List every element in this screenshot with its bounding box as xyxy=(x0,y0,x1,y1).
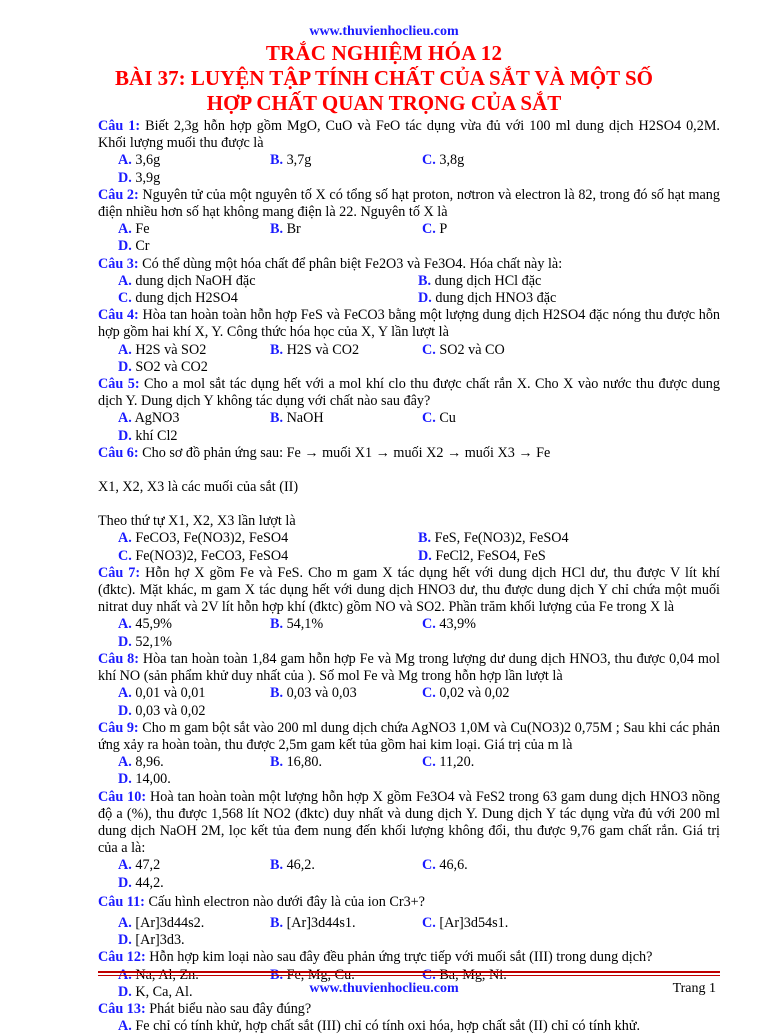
option-b: B. 46,2. xyxy=(270,857,315,874)
question-6-note: X1, X2, X3 là các muối của sắt (II) xyxy=(98,479,299,496)
option-a: A. [Ar]3d44s2. xyxy=(118,914,205,931)
option-c: C. [Ar]3d54s1. xyxy=(422,914,509,931)
options-13 xyxy=(98,1018,720,1035)
option-c: C. 43,9% xyxy=(422,616,476,633)
question-7: Câu 7: Hỗn hợ X gồm Fe và FeS. Cho m gam X tác dụng hết với dung dịch HCl dư, thu được V lít khí (đktc). Mặt khác, m gam X tác dụng hết với dung dịch HNO3 dư, thu được dung dịch Y chỉ chứa một muối nitrat duy nhất và 2V lít hỗn hợp khí (đktc) gồm NO và SO2. Phần trăm khối lượng của Fe trong X là xyxy=(98,564,720,616)
option-d: D. [Ar]3d3. xyxy=(118,932,185,949)
options-10 xyxy=(98,857,720,891)
option-a: A. FeCO3, Fe(NO3)2, FeSO4 xyxy=(118,530,289,547)
option-c: C. dung dịch H2SO4 xyxy=(118,290,238,307)
doc-title: TRẮC NGHIỆM HÓA 12 xyxy=(265,41,503,65)
option-a: A. Fe xyxy=(118,221,150,238)
option-a: A. AgNO3 xyxy=(118,410,180,427)
option-d: D. Cr xyxy=(118,238,150,255)
options-11 xyxy=(98,915,720,949)
lesson-subtitle: HỢP CHẤT QUAN TRỌNG CỦA SẮT xyxy=(206,91,562,115)
question-5: Câu 5: Cho a mol sắt tác dụng hết với a mol khí clo thu được chất rắn X. Cho X vào nước thu được dung dịch Y. Dung dịch Y không tác dụng với chất nào sau đây? xyxy=(98,376,720,410)
option-c: C. 0,02 và 0,02 xyxy=(422,685,510,702)
options-9 xyxy=(98,754,720,788)
option-c: C. P xyxy=(422,221,448,238)
page-number: Trang 1 xyxy=(672,981,716,996)
question-4: Câu 4: Hòa tan hoàn toàn hỗn hợp FeS và FeCO3 bằng một lượng dung dịch H2SO4 đặc nóng thu được hỗn hợp gồm hai khí X, Y. Công thức hóa học của X, Y lần lượt là xyxy=(98,307,721,341)
option-b: B. Fe, Mg, Cu. xyxy=(270,966,355,983)
option-b: B. 16,80. xyxy=(270,754,323,771)
option-b: B. [Ar]3d44s1. xyxy=(270,914,356,931)
options-5 xyxy=(98,410,720,444)
option-c: C. 3,8g xyxy=(422,152,465,169)
option-c: C. Ba, Mg, Ni. xyxy=(422,966,507,983)
option-d: D. 52,1% xyxy=(118,633,172,650)
option-a: A. dung dịch NaOH đặc xyxy=(118,272,256,289)
option-a: A. 47,2 xyxy=(118,857,161,874)
option-d: D. 0,03 và 0,02 xyxy=(118,702,206,719)
option-a: A. 8,96. xyxy=(118,754,164,771)
option-a: A. Fe chỉ có tính khử, hợp chất sắt (III) chỉ có tính oxi hóa, hợp chất sắt (II) chỉ có tính khử. xyxy=(118,1018,641,1035)
option-d: D. khí Cl2 xyxy=(118,427,178,444)
option-d: D. FeCl2, FeSO4, FeS xyxy=(418,547,546,564)
options-1 xyxy=(98,152,720,186)
options-2 xyxy=(98,221,720,255)
option-c: C. 11,20. xyxy=(422,754,475,771)
question-11: Câu 11: Cấu hình electron nào dưới đây là của ion Cr3+? xyxy=(98,893,425,910)
question-10: Câu 10: Hoà tan hoàn toàn một lượng hỗn hợp X gồm Fe3O4 và FeS2 trong 63 gam dung dịch HNO3 nồng độ a (%), thu được 1,568 lít NO2 (đktc) duy nhất và dung dịch Y. Dung dịch Y tác dụng vừa đủ với 200 ml dung dịch NaOH 2M, lọc kết tủa đem nung đến khối lượng không đổi, thu được 9,76 gam chất rắn. Giá trị của a là: xyxy=(98,788,720,857)
option-a: A. 3,6g xyxy=(118,152,161,169)
option-d: D. dung dịch HNO3 đặc xyxy=(418,290,557,307)
header-site-url[interactable]: www.thuvienhoclieu.com xyxy=(309,24,459,39)
question-13: Câu 13: Phát biểu nào sau đây đúng? xyxy=(98,1000,312,1017)
option-a: A. H2S và SO2 xyxy=(118,341,207,358)
question-3: Câu 3: Có thể dùng một hóa chất để phân biệt Fe2O3 và Fe3O4. Hóa chất này là: xyxy=(98,255,563,272)
question-6: Câu 6: Cho sơ đồ phản ứng sau: Fe → muối X1 → muối X2 → muối X3 → Fe xyxy=(98,444,551,461)
question-8: Câu 8: Hòa tan hoàn toàn 1,84 gam hỗn hợp Fe và Mg trong lượng dư dung dịch HNO3, thu được 0,04 mol khí NO (sản phẩm khử duy nhất của ). Số mol Fe và Mg trong hỗn hợp lần lượt là xyxy=(98,650,720,685)
footer-divider-thin xyxy=(98,975,720,976)
option-d: D. K, Ca, Al. xyxy=(118,983,193,1000)
footer-divider xyxy=(98,971,720,973)
option-b: B. 0,03 và 0,03 xyxy=(270,685,357,702)
option-c: C. SO2 và CO xyxy=(422,341,505,358)
option-d: D. 14,00. xyxy=(118,771,171,788)
option-c: C. Cu xyxy=(422,410,456,427)
options-8 xyxy=(98,685,720,719)
option-b: B. Br xyxy=(270,221,301,238)
question-list xyxy=(98,118,720,1035)
option-a: A. 45,9% xyxy=(118,616,172,633)
options-4 xyxy=(98,342,720,376)
option-b: B. 54,1% xyxy=(270,616,324,633)
option-d: D. 3,9g xyxy=(118,169,161,186)
option-d: D. SO2 và CO2 xyxy=(118,358,208,375)
option-d: D. 44,2. xyxy=(118,874,164,891)
option-b: B. dung dịch HCl đặc xyxy=(418,272,542,289)
option-a: A. Na, Al, Zn. xyxy=(118,966,199,983)
option-b: B. H2S và CO2 xyxy=(270,341,360,358)
option-a: A. 0,01 và 0,01 xyxy=(118,685,206,702)
option-c: C. Fe(NO3)2, FeCO3, FeSO4 xyxy=(118,547,289,564)
question-2: Câu 2: Nguyên tử của một nguyên tố X có tổng số hạt proton, nơtron và electron là 82, trong đó số hạt mang điện nhiều hơn số hạt không mang điện là 22. Nguyên tố X là xyxy=(98,186,720,221)
options-6 xyxy=(98,530,720,564)
question-1: Câu 1: Biết 2,3g hỗn hợp gồm MgO, CuO và FeO tác dụng vừa đủ với 100 ml dung dịch H2SO4 0,2M. Khối lượng muối thu được là xyxy=(98,118,720,152)
question-12: Câu 12: Hỗn hợp kim loại nào sau đây đều phản ứng trực tiếp với muối sắt (III) trong dung dịch? xyxy=(98,949,653,966)
option-c: C. 46,6. xyxy=(422,857,468,874)
option-b: B. NaOH xyxy=(270,410,324,427)
options-7 xyxy=(98,616,720,650)
question-9: Câu 9: Cho m gam bột sắt vào 200 ml dung dịch chứa AgNO3 1,0M và Cu(NO3)2 0,75M ; Sau khi các phản ứng xảy ra hoàn toàn, thu được 2,5m gam kết tủa gồm hai kim loại. Giá trị của m là xyxy=(98,719,720,753)
lesson-title: BÀI 37: LUYỆN TẬP TÍNH CHẤT CỦA SẮT VÀ MỘT SỐ xyxy=(115,66,653,90)
option-b: B. FeS, Fe(NO3)2, FeSO4 xyxy=(418,530,569,547)
options-3 xyxy=(98,273,720,307)
footer-site-url[interactable]: www.thuvienhoclieu.com xyxy=(309,981,459,996)
question-6-prompt: Theo thứ tự X1, X2, X3 lần lượt là xyxy=(98,513,296,530)
option-b: B. 3,7g xyxy=(270,152,312,169)
